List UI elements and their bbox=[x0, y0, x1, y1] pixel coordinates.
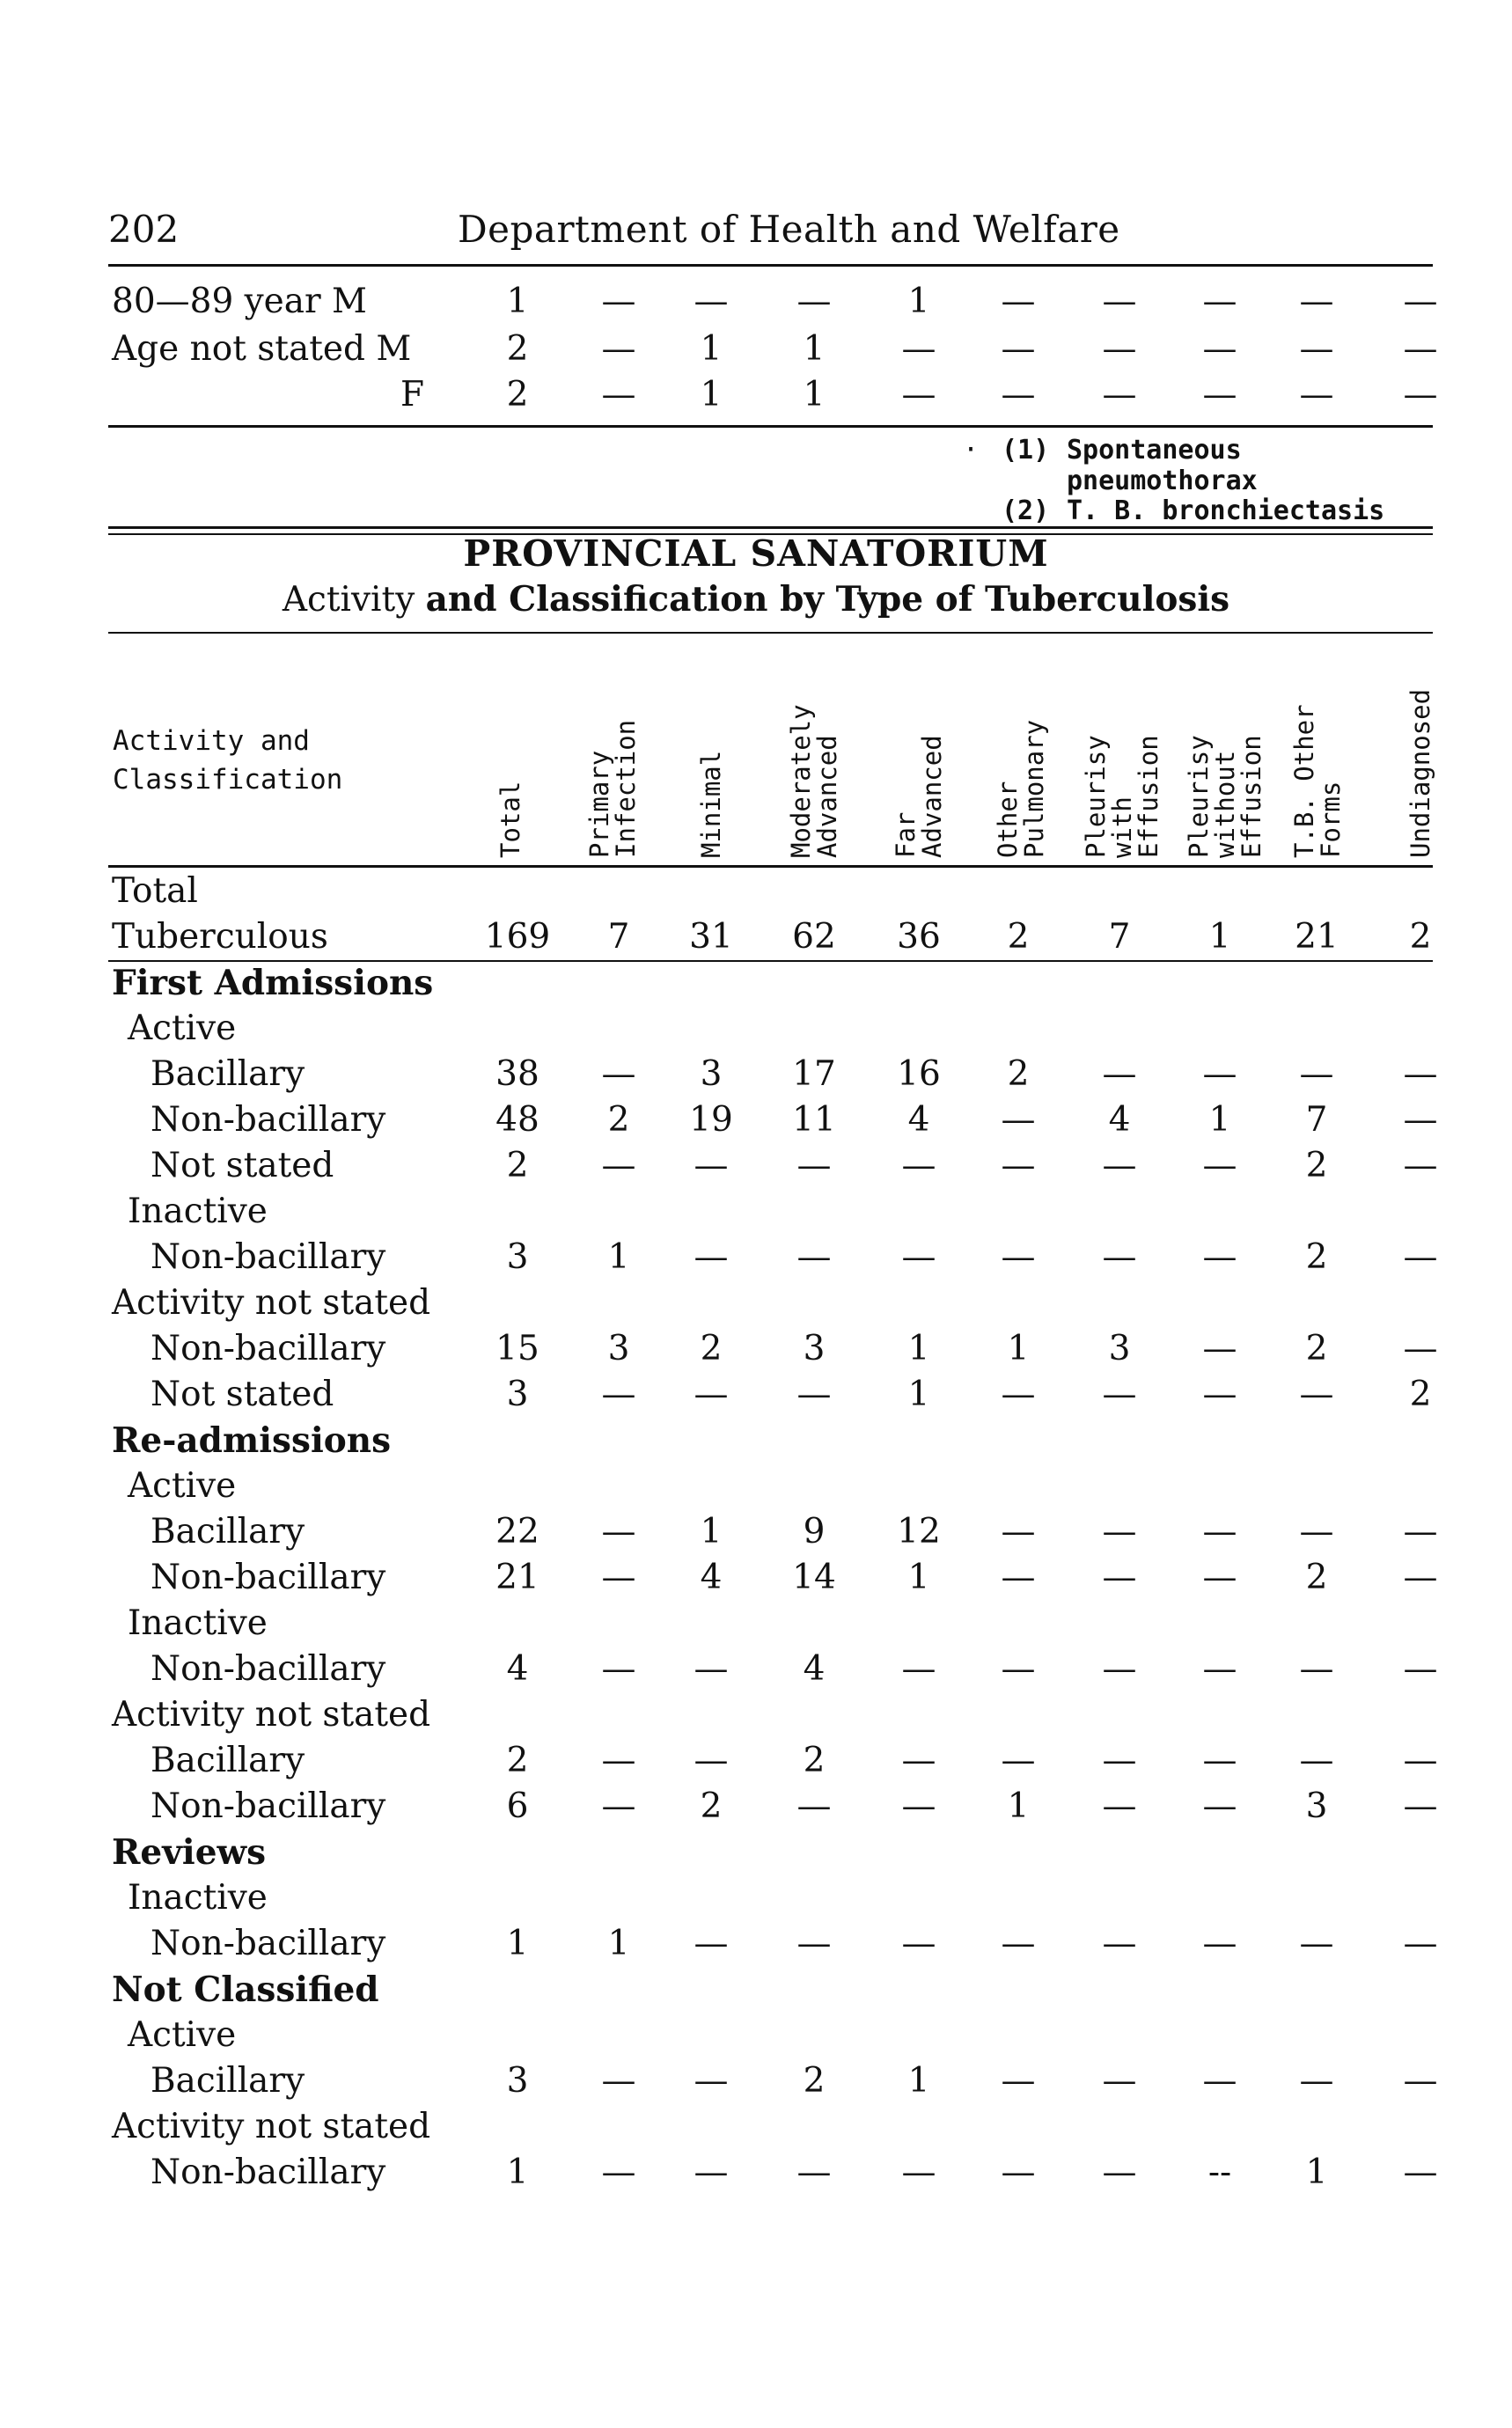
table-cell: 1 bbox=[1007, 1329, 1030, 1368]
table-cell: 3 bbox=[700, 1054, 723, 1094]
table-row bbox=[0, 1327, 1512, 1371]
table-cell: — bbox=[1202, 329, 1237, 369]
table-cell: — bbox=[1001, 2061, 1036, 2101]
footnote-1-text-cont: pneumothorax bbox=[1067, 466, 1258, 496]
prev-table-row bbox=[0, 280, 1512, 324]
table-cell: — bbox=[1403, 1741, 1438, 1780]
table-cell: 7 bbox=[1305, 1100, 1328, 1140]
table-cell: — bbox=[1001, 1146, 1036, 1185]
table-row bbox=[0, 1007, 1512, 1051]
row-label: Non-bacillary bbox=[150, 1329, 386, 1368]
table-cell: — bbox=[1102, 2153, 1137, 2192]
table-cell: 4 bbox=[700, 1558, 723, 1597]
table-cell: — bbox=[1102, 1237, 1137, 1277]
table-row bbox=[0, 1739, 1512, 1783]
row-label: Non-bacillary bbox=[150, 1237, 386, 1277]
table-cell: — bbox=[1299, 1649, 1334, 1689]
table-row bbox=[0, 1693, 1512, 1737]
table-cell: — bbox=[1403, 1237, 1438, 1277]
column-header-label: Total bbox=[495, 781, 525, 858]
table-cell: — bbox=[901, 1741, 936, 1780]
row-label: Bacillary bbox=[150, 2061, 305, 2101]
table-row bbox=[0, 1281, 1512, 1325]
row-label: Age not stated M bbox=[112, 329, 412, 369]
table-cell: — bbox=[1102, 1924, 1137, 1963]
table-cell: 15 bbox=[495, 1329, 539, 1368]
table-cell: — bbox=[796, 1237, 832, 1277]
table-row bbox=[0, 915, 1512, 959]
table-cell: — bbox=[1299, 329, 1334, 369]
table-cell: 1 bbox=[803, 329, 826, 369]
table-cell: — bbox=[1403, 375, 1438, 414]
table-cell: 2 bbox=[1409, 1375, 1432, 1414]
table-cell: 14 bbox=[792, 1558, 836, 1597]
table-cell: 1 bbox=[700, 329, 723, 369]
table-cell: 62 bbox=[792, 917, 836, 957]
table-cell: — bbox=[601, 1786, 636, 1826]
table-cell: 1 bbox=[803, 375, 826, 414]
table-cell: — bbox=[601, 1146, 636, 1185]
table-cell: 1 bbox=[700, 375, 723, 414]
table-cell: — bbox=[1001, 1649, 1036, 1689]
table-cell: 7 bbox=[607, 917, 630, 957]
table-cell: — bbox=[901, 1649, 936, 1689]
table-cell: — bbox=[1102, 1375, 1137, 1414]
prev-table-row bbox=[0, 373, 1512, 417]
table-cell: 4 bbox=[803, 1649, 826, 1689]
table-cell: — bbox=[1299, 1512, 1334, 1551]
row-label: Active bbox=[128, 1466, 237, 1506]
table-row bbox=[0, 1464, 1512, 1508]
table-cell: 17 bbox=[792, 1054, 836, 1094]
header-rule bbox=[108, 264, 1433, 267]
table-cell: — bbox=[1299, 2061, 1334, 2101]
table-cell: 3 bbox=[1108, 1329, 1131, 1368]
section-top-rule bbox=[108, 526, 1433, 529]
row-label: Re-admissions bbox=[112, 1420, 392, 1461]
table-top-rule bbox=[108, 632, 1433, 634]
table-cell: 1 bbox=[607, 1237, 630, 1277]
table-cell: 1 bbox=[700, 1512, 723, 1551]
table-cell: — bbox=[601, 2153, 636, 2192]
table-cell: — bbox=[1403, 1786, 1438, 1826]
table-cell: 1 bbox=[907, 1375, 930, 1414]
table-cell: — bbox=[796, 1146, 832, 1185]
table-cell: 3 bbox=[607, 1329, 630, 1368]
table-cell: 1 bbox=[506, 1924, 529, 1963]
table-cell: — bbox=[1403, 1146, 1438, 1185]
table-row bbox=[0, 1556, 1512, 1600]
table-cell: — bbox=[601, 1741, 636, 1780]
totals-rule bbox=[108, 960, 1433, 962]
table-cell: — bbox=[694, 2061, 729, 2101]
row-header-line1: Activity and bbox=[113, 725, 310, 757]
row-label: Not stated bbox=[150, 1146, 334, 1185]
table-cell: -- bbox=[1207, 2153, 1232, 2192]
row-header bbox=[113, 722, 342, 799]
row-label: Bacillary bbox=[150, 1741, 305, 1780]
table-cell: 6 bbox=[506, 1786, 529, 1826]
table-cell: — bbox=[1202, 375, 1237, 414]
table-cell: 48 bbox=[495, 1100, 539, 1140]
row-label: 80—89 year M bbox=[112, 282, 367, 321]
table-cell: — bbox=[1102, 282, 1137, 321]
table-row bbox=[0, 1144, 1512, 1188]
table-cell: 3 bbox=[1305, 1786, 1328, 1826]
table-cell: — bbox=[1299, 1741, 1334, 1780]
table-cell: — bbox=[1001, 1100, 1036, 1140]
row-label: Tuberculous bbox=[112, 917, 328, 957]
row-label: Inactive bbox=[128, 1603, 268, 1643]
table-cell: 2 bbox=[1007, 917, 1030, 957]
table-cell: 2 bbox=[700, 1329, 723, 1368]
row-label: Inactive bbox=[128, 1192, 268, 1231]
table-cell: — bbox=[1102, 1146, 1137, 1185]
table-cell: — bbox=[1403, 1512, 1438, 1551]
table-cell: — bbox=[1202, 1054, 1237, 1094]
table-cell: — bbox=[1001, 1924, 1036, 1963]
table-cell: 2 bbox=[506, 1741, 529, 1780]
table-cell: 1 bbox=[1208, 1100, 1231, 1140]
table-cell: — bbox=[1299, 1924, 1334, 1963]
table-cell: 1 bbox=[607, 1924, 630, 1963]
table-row bbox=[0, 2105, 1512, 2149]
table-row bbox=[0, 1922, 1512, 1966]
row-label: Non-bacillary bbox=[150, 1924, 386, 1963]
table-row bbox=[0, 869, 1512, 913]
table-cell: 1 bbox=[907, 1329, 930, 1368]
table-row bbox=[0, 1876, 1512, 1920]
row-header-line2: Classification bbox=[113, 764, 343, 796]
table-cell: 21 bbox=[1295, 917, 1339, 957]
table-cell: 4 bbox=[1108, 1100, 1131, 1140]
column-header-label: Pleurisy without Effusion bbox=[1184, 735, 1266, 858]
table-cell: — bbox=[694, 1375, 729, 1414]
table-cell: — bbox=[1202, 2061, 1237, 2101]
table-cell: — bbox=[901, 329, 936, 369]
table-row bbox=[0, 1098, 1512, 1142]
page-number: 202 bbox=[108, 208, 180, 251]
table-cell: — bbox=[901, 1786, 936, 1826]
table-cell: — bbox=[1403, 282, 1438, 321]
table-cell: — bbox=[1403, 1329, 1438, 1368]
footnote-2-text: T. B. bronchiectasis bbox=[1067, 495, 1385, 526]
table-cell: — bbox=[694, 1237, 729, 1277]
table-cell: 1 bbox=[907, 2061, 930, 2101]
table-row bbox=[0, 1510, 1512, 1554]
table-cell: — bbox=[1202, 1649, 1237, 1689]
table-cell: — bbox=[1202, 1512, 1237, 1551]
table-cell: — bbox=[1202, 1786, 1237, 1826]
row-label: Not stated bbox=[150, 1375, 334, 1414]
table-cell: 1 bbox=[907, 1558, 930, 1597]
running-head: Department of Health and Welfare bbox=[458, 208, 1120, 251]
table-cell: — bbox=[601, 329, 636, 369]
table-cell: 2 bbox=[506, 1146, 529, 1185]
column-header-rule bbox=[108, 865, 1433, 868]
table-cell: 2 bbox=[803, 2061, 826, 2101]
row-label: Activity not stated bbox=[112, 1283, 431, 1323]
table-row bbox=[0, 1647, 1512, 1691]
column-header-label: T.B. Other Forms bbox=[1289, 704, 1346, 858]
table-row bbox=[0, 2014, 1512, 2058]
table-cell: 1 bbox=[506, 2153, 529, 2192]
table-cell: — bbox=[1001, 329, 1036, 369]
table-cell: 2 bbox=[1305, 1329, 1328, 1368]
section-subtitle-b: and Classification by Type of Tuberculosis bbox=[425, 579, 1230, 620]
table-cell: — bbox=[601, 1558, 636, 1597]
table-cell: 2 bbox=[1409, 917, 1432, 957]
footnote-1-number: (1) bbox=[1002, 435, 1050, 466]
table-cell: — bbox=[601, 2061, 636, 2101]
table-cell: — bbox=[1001, 1237, 1036, 1277]
table-cell: — bbox=[1001, 1375, 1036, 1414]
table-cell: — bbox=[601, 1512, 636, 1551]
table-cell: 31 bbox=[689, 917, 733, 957]
column-header-label: Primary Infection bbox=[584, 719, 641, 858]
table-cell: 21 bbox=[495, 1558, 539, 1597]
table-cell: 38 bbox=[495, 1054, 539, 1094]
row-label: Bacillary bbox=[150, 1512, 305, 1551]
row-label: Non-bacillary bbox=[150, 1100, 386, 1140]
table-cell: 19 bbox=[689, 1100, 733, 1140]
table-row bbox=[0, 1968, 1512, 2012]
table-cell: — bbox=[901, 2153, 936, 2192]
table-cell: 1 bbox=[1208, 917, 1231, 957]
table-cell: — bbox=[901, 1237, 936, 1277]
row-label: Activity not stated bbox=[112, 2107, 431, 2146]
table-cell: — bbox=[1102, 1558, 1137, 1597]
table-cell: 3 bbox=[506, 1375, 529, 1414]
row-label: Total bbox=[112, 871, 198, 911]
table-cell: 7 bbox=[1108, 917, 1131, 957]
table-cell: — bbox=[694, 1741, 729, 1780]
table-row bbox=[0, 1830, 1512, 1874]
row-label: Inactive bbox=[128, 1878, 268, 1918]
row-label: Active bbox=[128, 2015, 237, 2055]
row-label: Not Classified bbox=[112, 1970, 379, 2010]
table-cell: — bbox=[601, 1649, 636, 1689]
table-cell: — bbox=[1299, 1054, 1334, 1094]
prev-table-row bbox=[0, 327, 1512, 371]
table-cell: 9 bbox=[803, 1512, 826, 1551]
table-cell: — bbox=[1102, 1054, 1137, 1094]
table-cell: — bbox=[1403, 1054, 1438, 1094]
table-cell: — bbox=[1202, 1375, 1237, 1414]
table-cell: — bbox=[796, 1786, 832, 1826]
table-cell: — bbox=[1202, 1146, 1237, 1185]
table-cell: 4 bbox=[907, 1100, 930, 1140]
row-label: Non-bacillary bbox=[150, 1649, 386, 1689]
table-cell: — bbox=[796, 1924, 832, 1963]
table-row bbox=[0, 1419, 1512, 1463]
table-cell: 2 bbox=[700, 1786, 723, 1826]
row-label: Non-bacillary bbox=[150, 2153, 386, 2192]
table-cell: — bbox=[1403, 2153, 1438, 2192]
table-cell: — bbox=[1102, 329, 1137, 369]
column-header-label: Minimal bbox=[696, 750, 726, 858]
table-cell: — bbox=[1403, 2061, 1438, 2101]
table-cell: 2 bbox=[1305, 1558, 1328, 1597]
table-cell: — bbox=[694, 1146, 729, 1185]
table-cell: 1 bbox=[1007, 1786, 1030, 1826]
table-cell: — bbox=[1102, 2061, 1137, 2101]
table-cell: 36 bbox=[897, 917, 941, 957]
table-cell: — bbox=[901, 1924, 936, 1963]
table-row bbox=[0, 1602, 1512, 1646]
table-cell: — bbox=[694, 2153, 729, 2192]
table-cell: — bbox=[1299, 1375, 1334, 1414]
table-row bbox=[0, 2059, 1512, 2103]
table-cell: — bbox=[796, 2153, 832, 2192]
table-cell: 4 bbox=[506, 1649, 529, 1689]
table-cell: — bbox=[601, 1375, 636, 1414]
prev-table-bottom-rule bbox=[108, 425, 1433, 428]
footnote-2-number: (2) bbox=[1002, 495, 1050, 526]
row-label: Activity not stated bbox=[112, 1695, 431, 1735]
table-cell: — bbox=[1102, 375, 1137, 414]
table-row bbox=[0, 2151, 1512, 2195]
row-label: Reviews bbox=[112, 1832, 267, 1873]
table-cell: 2 bbox=[1305, 1146, 1328, 1185]
table-row bbox=[0, 961, 1512, 1005]
table-cell: — bbox=[1403, 329, 1438, 369]
table-row bbox=[0, 1373, 1512, 1417]
column-header-label: Moderately Advanced bbox=[786, 704, 842, 858]
footnote-mark: · bbox=[963, 435, 980, 466]
table-cell: — bbox=[901, 1146, 936, 1185]
row-label: F bbox=[400, 375, 425, 414]
table-cell: — bbox=[1202, 282, 1237, 321]
table-cell: — bbox=[601, 375, 636, 414]
table-cell: 12 bbox=[897, 1512, 941, 1551]
table-cell: 11 bbox=[792, 1100, 836, 1140]
table-cell: 1 bbox=[907, 282, 930, 321]
table-cell: — bbox=[694, 1649, 729, 1689]
table-cell: — bbox=[1102, 1786, 1137, 1826]
column-header-label: Other Pulmonary bbox=[993, 719, 1049, 858]
table-cell: — bbox=[1403, 1558, 1438, 1597]
section-title: PROVINCIAL SANATORIUM bbox=[463, 532, 1049, 575]
table-cell: 1 bbox=[1305, 2153, 1328, 2192]
table-cell: — bbox=[1001, 375, 1036, 414]
table-cell: — bbox=[1202, 1741, 1237, 1780]
table-cell: 2 bbox=[506, 329, 529, 369]
table-cell: 22 bbox=[495, 1512, 539, 1551]
table-cell: — bbox=[796, 1375, 832, 1414]
row-label: Bacillary bbox=[150, 1054, 305, 1094]
row-label: Active bbox=[128, 1009, 237, 1048]
table-cell: — bbox=[1299, 375, 1334, 414]
table-cell: — bbox=[1299, 282, 1334, 321]
table-cell: 2 bbox=[607, 1100, 630, 1140]
table-cell: — bbox=[1202, 1329, 1237, 1368]
row-label: Non-bacillary bbox=[150, 1558, 386, 1597]
row-label: First Admissions bbox=[112, 963, 434, 1003]
table-cell: — bbox=[1102, 1512, 1137, 1551]
table-cell: 3 bbox=[803, 1329, 826, 1368]
table-cell: — bbox=[1202, 1237, 1237, 1277]
column-header-label: Far Advanced bbox=[891, 735, 947, 858]
table-cell: — bbox=[1202, 1924, 1237, 1963]
table-cell: — bbox=[1403, 1649, 1438, 1689]
table-row bbox=[0, 1236, 1512, 1280]
table-row bbox=[0, 1053, 1512, 1097]
table-cell: — bbox=[694, 1924, 729, 1963]
table-cell: 1 bbox=[506, 282, 529, 321]
column-header-label: Pleurisy with Effusion bbox=[1081, 735, 1163, 858]
table-cell: 3 bbox=[506, 1237, 529, 1277]
table-cell: 2 bbox=[506, 375, 529, 414]
section-subtitle-a: Activity bbox=[282, 580, 415, 620]
table-cell: — bbox=[601, 1054, 636, 1094]
table-cell: — bbox=[796, 282, 832, 321]
table-cell: — bbox=[1001, 1512, 1036, 1551]
table-cell: — bbox=[1403, 1100, 1438, 1140]
row-label: Non-bacillary bbox=[150, 1786, 386, 1826]
table-cell: — bbox=[601, 282, 636, 321]
table-cell: — bbox=[1102, 1741, 1137, 1780]
table-cell: 169 bbox=[484, 917, 551, 957]
table-cell: 3 bbox=[506, 2061, 529, 2101]
table-cell: — bbox=[1001, 2153, 1036, 2192]
table-row bbox=[0, 1190, 1512, 1234]
table-cell: — bbox=[1001, 1558, 1036, 1597]
footnote-1-text: Spontaneous bbox=[1067, 435, 1242, 466]
table-cell: — bbox=[901, 375, 936, 414]
column-header-label: Undiagnosed bbox=[1406, 688, 1435, 858]
table-cell: — bbox=[1001, 282, 1036, 321]
table-cell: 2 bbox=[1007, 1054, 1030, 1094]
table-cell: — bbox=[1001, 1741, 1036, 1780]
table-cell: — bbox=[1102, 1649, 1137, 1689]
table-cell: — bbox=[694, 282, 729, 321]
table-cell: 2 bbox=[1305, 1237, 1328, 1277]
section-subtitle bbox=[0, 579, 1512, 620]
table-cell: 16 bbox=[897, 1054, 941, 1094]
table-row bbox=[0, 1785, 1512, 1829]
table-cell: 2 bbox=[803, 1741, 826, 1780]
table-cell: — bbox=[1202, 1558, 1237, 1597]
table-cell: — bbox=[1403, 1924, 1438, 1963]
